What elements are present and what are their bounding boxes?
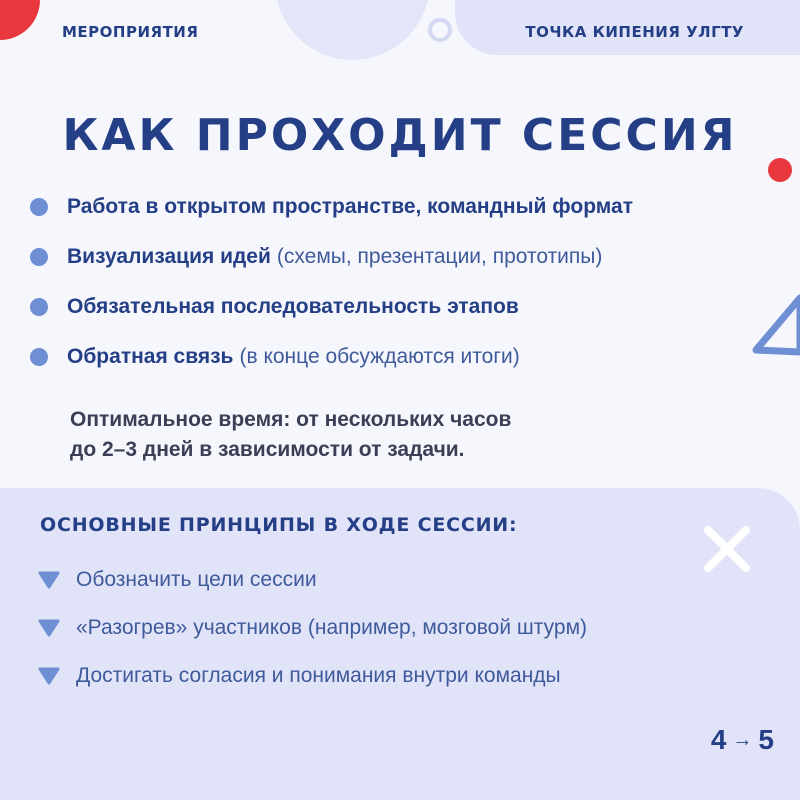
point-strong-text: Обратная связь [67,345,234,368]
circle-bullet-icon [30,298,48,316]
principle-item [38,652,587,700]
ring-icon [428,18,452,42]
point-detail-text: (схемы, презентации, прототипы) [276,245,603,268]
timing-line-2: до 2–3 дней в зависимости от задачи. [70,438,465,461]
down-triangle-icon [38,667,60,685]
session-points-list [30,182,633,382]
down-triangle-icon [38,571,60,589]
session-point [30,182,633,232]
section-label: МЕРОПРИЯТИЯ [62,23,199,41]
current-page-number: 4 [710,724,727,755]
red-dot-icon [768,158,792,182]
next-page-number: 5 [758,724,774,755]
point-detail-text: (в конце обсуждаются итоги) [239,345,520,368]
principle-text: Достигать согласия и понимания внутри команды [76,664,561,687]
principles-title: ОСНОВНЫЕ ПРИНЦИПЫ В ХОДЕ СЕССИИ: [40,514,518,536]
circle-bullet-icon [30,248,48,266]
session-point [30,282,633,332]
down-triangle-icon [38,619,60,637]
timing-line-1: Оптимальное время: от нескольких часов [70,408,512,431]
point-strong-text: Работа в открытом пространстве, командный формат [67,195,633,218]
principles-list [38,556,587,700]
triangle-outline-icon [750,292,800,358]
circle-bullet-icon [30,198,48,216]
principle-item [38,604,587,652]
arrow-right-icon: → [732,728,753,751]
principle-item [38,556,587,604]
session-point [30,232,633,282]
principle-text: Обозначить цели сессии [76,568,317,591]
red-circle-corner-icon [0,0,40,40]
circle-bullet-icon [30,348,48,366]
timing-note [70,405,511,465]
page-title: КАК ПРОХОДИТ СЕССИЯ [62,110,738,161]
brand-label: ТОЧКА КИПЕНИЯ УЛГТУ [525,23,744,41]
page-indicator [711,724,774,756]
point-strong-text: Обязательная последовательность этапов [67,295,519,318]
point-strong-text: Визуализация идей [67,245,271,268]
session-point [30,332,633,382]
principle-text: «Разогрев» участников (например, мозговой штурм) [76,616,587,639]
large-circle-decoration [275,0,430,60]
cross-icon [700,522,754,576]
